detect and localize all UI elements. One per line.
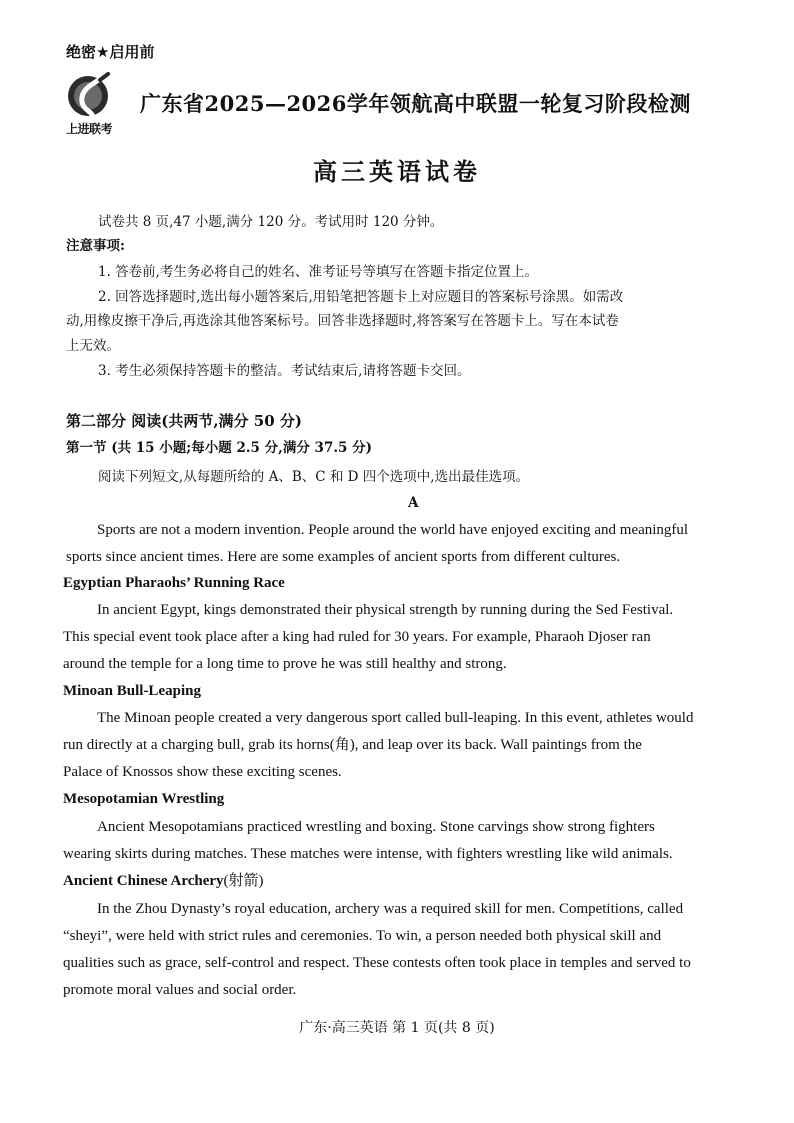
meso-line-1: Ancient Mesopotamians practiced wrestling and boxing. Stone carvings show strong fighters xyxy=(97,819,655,835)
page-footer: 广东·高三英语 第 1 页(共 8 页) xyxy=(299,1020,495,1036)
confidential-label: 绝密★启用前 xyxy=(66,43,155,61)
heading-mesopotamian: Mesopotamian Wrestling xyxy=(63,791,225,807)
minoan-line-3: Palace of Knossos show these exciting scenes. xyxy=(63,764,342,780)
heading-chinese-bold: Ancient Chinese Archery xyxy=(63,873,224,889)
note-2-line-3: 上无效。 xyxy=(66,338,120,354)
minoan-line-1: The Minoan people created a very dangerous sport called bull-leaping. In this event, athletes would xyxy=(97,710,694,726)
heading-chinese xyxy=(63,874,264,889)
chinese-line-3: qualities such as grace, self-control and respect. These contests often took place in temples and served to xyxy=(63,955,691,971)
intro-line-2: sports since ancient times. Here are some examples of ancient sports from different cultures. xyxy=(66,549,621,565)
chinese-line-4: promote moral values and social order. xyxy=(63,982,297,998)
subject-title: 高三英语试卷 xyxy=(313,157,481,186)
chinese-line-1: In the Zhou Dynasty’s royal education, archery was a required skill for men. Competitions, called xyxy=(97,901,684,917)
exam-summary: 试卷共 8 页,47 小题,满分 120 分。考试用时 120 分钟。 xyxy=(98,214,444,230)
passage-label: A xyxy=(408,495,419,511)
notes-heading: 注意事项: xyxy=(66,238,125,254)
directions: 阅读下列短文,从每题所给的 A、B、C 和 D 四个选项中,选出最佳选项。 xyxy=(98,469,530,485)
heading-chinese-note: (射箭) xyxy=(223,873,264,889)
heading-egyptian: Egyptian Pharaohs’ Running Race xyxy=(63,575,285,591)
note-2-line-2: 动,用橡皮擦干净后,再选涂其他答案标号。回答非选择题时,将答案写在答题卡上。写在本试卷 xyxy=(66,313,619,329)
intro-line-1: Sports are not a modern invention. People around the world have enjoyed exciting and meaningful xyxy=(97,522,689,538)
minoan-line-2: run directly at a charging bull, grab its horns(角), and leap over its back. Wall paintings from the xyxy=(63,737,642,753)
chinese-line-2: “sheyi”, were held with strict rules and ceremonies. To win, a person needed both physical skill and xyxy=(63,928,662,944)
subsection-title: 第一节 (共 15 小题;每小题 2.5 分,满分 37.5 分) xyxy=(66,440,373,456)
logo-text: 上进联考 xyxy=(66,122,113,136)
heading-minoan: Minoan Bull-Leaping xyxy=(63,683,201,699)
note-3: 3. 考生必须保持答题卡的整洁。考试结束后,请将答题卡交回。 xyxy=(98,363,471,379)
note-1: 1. 答卷前,考生务必将自己的姓名、准考证号等填写在答题卡指定位置上。 xyxy=(98,264,538,280)
exam-title: 广东省2025—2026学年领航高中联盟一轮复习阶段检测 xyxy=(140,91,691,116)
egypt-line-2: This special event took place after a king had ruled for 30 years. For example, Pharaoh Djoser ran xyxy=(63,629,651,645)
note-2-line-1: 2. 回答选择题时,选出每小题答案后,用铅笔把答题卡上对应题目的答案标号涂黑。如需改 xyxy=(98,289,624,305)
part-title: 第二部分 阅读(共两节,满分 50 分) xyxy=(66,412,302,430)
egypt-line-1: In ancient Egypt, kings demonstrated their physical strength by running during the Sed Festival. xyxy=(97,602,674,618)
egypt-line-3: around the temple for a long time to prove he was still healthy and strong. xyxy=(63,656,507,672)
meso-line-2: wearing skirts during matches. These matches were intense, with fighters wrestling like wild animals. xyxy=(63,846,673,862)
